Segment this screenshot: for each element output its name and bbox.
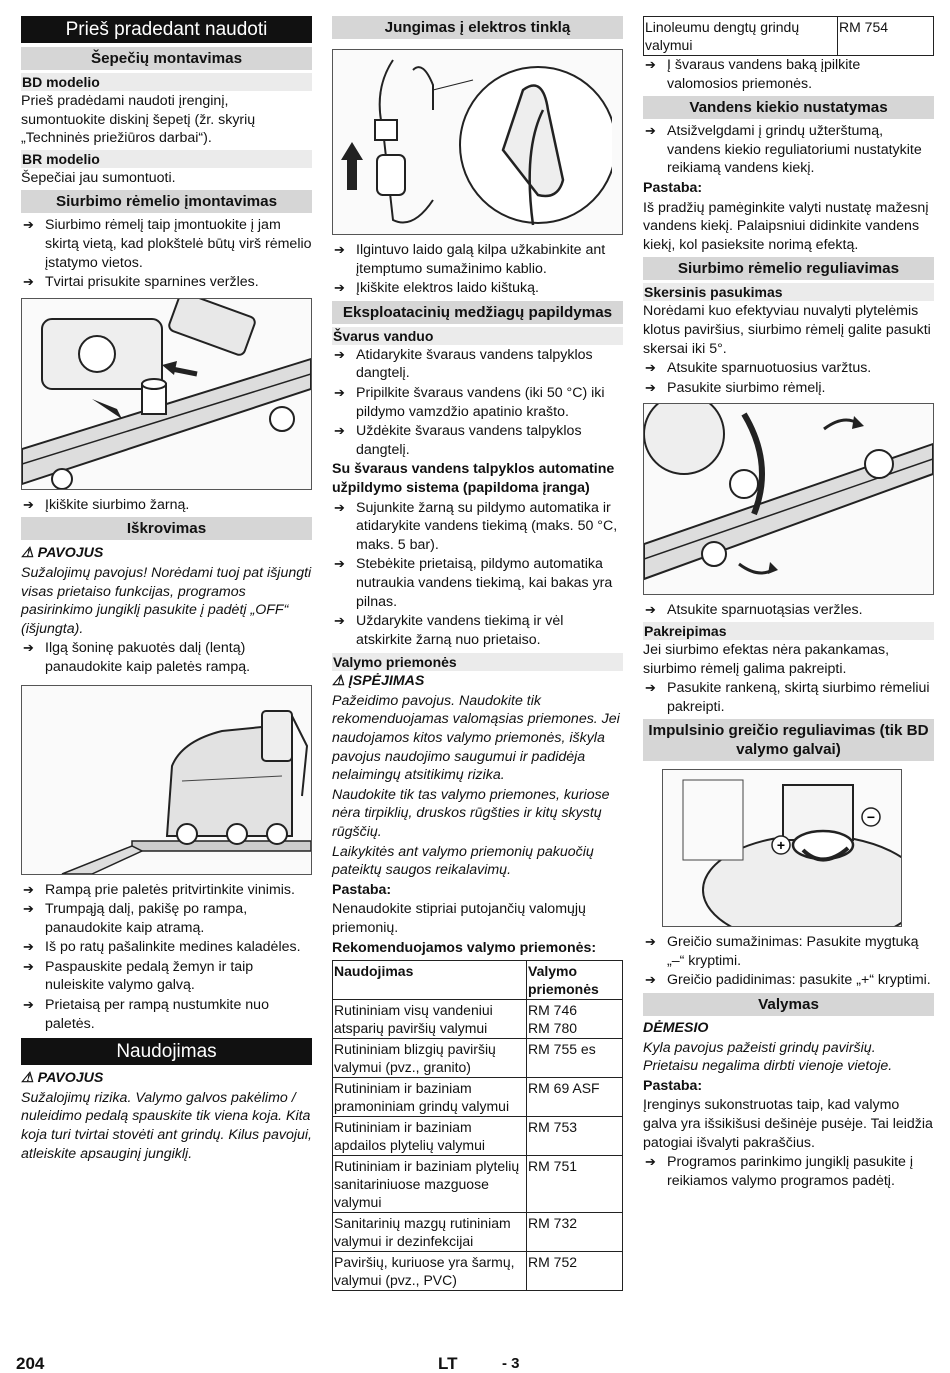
section-title-before-use: Prieš pradedant naudoti [21,16,312,43]
heading-br-model: BR modelio [21,150,312,168]
figure-ramp [21,685,312,875]
step: ➔ Uždėkite švaraus vandens talpyklos dangtelį. [332,422,623,459]
figure-squeegee-tilt [643,403,934,595]
caution-text: Kyla pavojus pažeisti grindų paviršių. Prietaisu negalima dirbti vienoje vietoje. [643,1039,893,1075]
table-cell: RM 751 [527,1156,623,1213]
table-cell: Paviršių, kuriuose yra šarmų, valymui (pvz., PVC) [333,1252,527,1291]
step: ➔ Tvirtai prisukite sparnines veržles. [21,273,312,292]
step: ➔ Pripilkite švaraus vandens (iki 50 °C) iki pildymo vamzdžio apatinio krašto. [332,384,623,421]
heading-bd-model: BD modelio [21,73,312,91]
step: ➔ Ilgą šoninę pakuotės dalį (lentą) panaudokite kaip paletės rampą. [21,639,312,676]
note-text: Įrenginys sukonstruotas taip, kad valymo galva yra išsikišusi dešinėje pusėje. Tai leidžia patogiai išvalyti pakraščius. [643,1097,933,1151]
heading-power: Jungimas į elektros tinklą [332,16,623,39]
table-row [333,1117,623,1156]
table-cell: RM 746 RM 780 [527,1000,623,1039]
figure-speed-knob [662,769,902,927]
step: ➔ Stebėkite prietaisą, pildymo automatika nutraukia vandens tiekimą, kai bakas yra pilnas. [332,555,623,611]
heading-water-amount: Vandens kiekio nustatymas [643,96,934,119]
table-row [644,17,934,56]
table-row [333,1156,623,1213]
step: ➔ Sujunkite žarną su pildymo automatika ir atidarykite vandens tiekimą (maks. 50 °C, maks. 5 bar). [332,499,623,555]
heading-unloading: Iškrovimas [21,517,312,540]
heading-incline: Pakreipimas [643,622,934,640]
caution-label: DĖMESIO [643,1020,709,1037]
table-row [333,1252,623,1291]
heading-squeegee-install: Siurbimo rėmelio įmontavimas [21,190,312,213]
table-cell: Linoleumu dengtų grindų valymui [644,17,838,56]
column-3 [643,16,934,1191]
heading-fresh-water: Švarus vanduo [332,327,623,345]
step: ➔ Rampą prie paletės pritvirtinkite vinimis. [21,881,312,900]
table-cell: Rutininiam blizgių paviršių valymui (pvz., granito) [333,1039,527,1078]
heading-recommended-agents: Rekomenduojamos valymo priemonės: [332,939,597,956]
danger-label: ⚠ PAVOJUS [21,1070,104,1087]
note-text: Nenaudokite stipriai putojančių valomųjų priemonių. [332,901,586,936]
language-code: LT [438,1354,458,1373]
danger-label: ⚠ PAVOJUS [21,545,104,562]
table-cell: Rutininiam ir baziniam plytelių sanitariniuose mazguose valymui [333,1156,527,1213]
tilt-text: Norėdami kuo efektyviau nuvalyti plytelėmis klotus paviršius, siurbimo rėmelį galite pasukti skersai iki 5°. [643,303,931,357]
sub-page-number: - 3 [502,1355,520,1372]
table-row [333,1213,623,1252]
figure-squeegee-install [21,298,312,490]
table-cell: RM 732 [527,1213,623,1252]
cleaning-agents-table [332,960,623,1291]
column-2 [332,16,623,1291]
svg-text:−: − [866,809,876,826]
table-row [333,1039,623,1078]
step: ➔ Atidarykite švaraus vandens talpyklos dangtelį. [332,346,623,383]
danger-text: Sužalojimų rizika. Valymo galvos pakėlimo / nuleidimo pedalą spauskite tik viena koja. Kita koja turi tvirtai stovėti ant grindų. Kilus pavojui, atleiskite apsauginį jungiklį. [21,1089,312,1162]
step: ➔ Greičio padidinimas: pasukite „+“ kryptimi. [643,971,934,990]
step: ➔ Prietaisą per rampą nustumkite nuo paletės. [21,996,312,1033]
column-1 [21,16,312,1164]
table-cell: Sanitarinių mazgų rutininiam valymui ir dezinfekcijai [333,1213,527,1252]
note-label: Pastaba: [643,1077,703,1094]
table-cell: RM 69 ASF [527,1078,623,1117]
table-header-row [333,961,623,1000]
incline-text: Jei siurbimo efektas nėra pakankamas, siurbimo rėmelį galima pakreipti. [643,641,890,677]
table-row [333,1078,623,1117]
step: ➔ Paspauskite pedalą žemyn ir taip nuleiskite valymo galvą. [21,958,312,995]
warning-text: Naudokite tik tas valymo priemones, kuriose nėra tirpiklių, druskos rūgšties ir kitų skystų rūgščių. [332,786,610,841]
cleaning-agents-table-continued [643,16,934,56]
squeegee-tilt-illustration [644,404,933,594]
step: ➔ Atsižvelgdami į grindų užterštumą, vandens kiekio reguliatoriumi nustatykite reikiamą vandens kiekį. [643,122,934,178]
step: ➔ Pasukite rankeną, skirtą siurbimo rėmeliui pakreipti. [643,679,934,716]
step: ➔ Atsukite sparnuotuosius varžtus. [643,359,934,378]
warning-text: Pažeidimo pavojus. Naudokite tik rekomenduojamas valomąsias priemones. Jei naudojamos kitos valymo priemonės, iškyla pavojus naudojimo saugumui ir padidėja nelaimingų atsitikimų rizika. [332,692,620,784]
step: ➔ Įkiškite siurbimo žarną. [21,496,312,515]
step: ➔ Pasukite siurbimo rėmelį. [643,379,934,398]
table-cell: Rutininiam visų vandeniui atsparių paviršių valymui [333,1000,527,1039]
heading-brush-install: Šepečių montavimas [21,47,312,70]
table-cell: RM 754 [838,17,934,56]
speed-knob-illustration [663,770,901,926]
step: ➔ Iš po ratų pašalinkite medines kaladėles. [21,938,312,957]
danger-text: Sužalojimų pavojus! Norėdami tuoj pat išjungti visas prietaiso funkcijas, programos pasirinkimo jungiklį pasukite į padėtį „OFF“ (išjungta). [21,564,312,637]
table-cell: RM 753 [527,1117,623,1156]
step: ➔ Uždarykite vandens tiekimą ir vėl atskirkite žarną nuo prietaiso. [332,612,623,649]
warning-label: ⚠ ĮSPĖJIMAS [332,673,425,690]
step: ➔ Siurbimo rėmelį taip įmontuokite į jam skirtą vietą, kad plokštelė būtų virš rėmelio įstatymo vietos. [21,216,312,272]
step: ➔ Greičio sumažinimas: Pasukite mygtuką „–“ kryptimi. [643,933,934,970]
heading-squeegee-adjust: Siurbimo rėmelio reguliavimas [643,257,934,280]
section-title-use: Naudojimas [21,1038,312,1065]
table-header-cell: Naudojimas [333,961,527,1000]
note-text: Iš pradžių pamėginkite valyti nustatę mažesnį vandens kiekį. Palaipsniui didinkite vandens kiekį, kol pasieksite norimą efektą. [643,199,929,253]
heading-auto-fill: Su švaraus vandens talpyklos automatine užpildymo sistema (papildoma įranga) [332,461,615,496]
heading-cleaning-agents: Valymo priemonės [332,653,623,671]
page-number: 204 [16,1354,45,1373]
step: ➔ Atsukite sparnuotąsias veržles. [643,601,934,620]
note-label: Pastaba: [332,881,392,898]
machine-on-ramp-illustration [22,686,311,874]
heading-cross-tilt: Skersinis pasukimas [643,283,934,301]
table-cell: RM 752 [527,1252,623,1291]
note-label: Pastaba: [643,179,703,196]
step: ➔ Į švaraus vandens baką įpilkite valomosios priemonės. [643,56,934,93]
step: ➔ Įkiškite elektros laido kištuką. [332,279,623,298]
table-cell: RM 755 es [527,1039,623,1078]
svg-text:+: + [776,837,786,854]
table-cell: Rutininiam ir baziniam pramoniniam grindų valymui [333,1078,527,1117]
heading-cleaning: Valymas [643,993,934,1016]
table-header-cell: Valymo priemonės [527,961,623,1000]
paragraph-br: Šepečiai jau sumontuoti. [21,169,176,186]
figure-power-cord [332,49,623,235]
step: ➔ Ilgintuvo laido galą kilpa užkabinkite ant įtemptumo sumažinimo kablio. [332,241,623,278]
step: ➔ Programos parinkimo jungiklį pasukite į reikiamos valymo programos padėtį. [643,1153,934,1190]
heading-speed-adjust: Impulsinio greičio reguliavimas (tik BD valymo galvai) [643,719,934,761]
table-row [333,1000,623,1039]
heading-supplies: Eksploatacinių medžiagų papildymas [332,301,623,324]
table-cell: Rutininiam ir baziniam apdailos plytelių valymui [333,1117,527,1156]
power-cord-illustration [333,50,612,234]
warning-text: Laikykitės ant valymo priemonių pakuočių pateiktų saugos reikalavimų. [332,843,594,879]
step: ➔ Trumpąją dalį, pakišę po rampa, panaudokite kaip atramą. [21,900,312,937]
squeegee-illustration [22,299,311,489]
paragraph-bd: Prieš pradėdami naudoti įrenginį, sumontuokite diskinį šepetį (žr. skyrių „Techninės priežiūros darbai“). [21,93,256,147]
